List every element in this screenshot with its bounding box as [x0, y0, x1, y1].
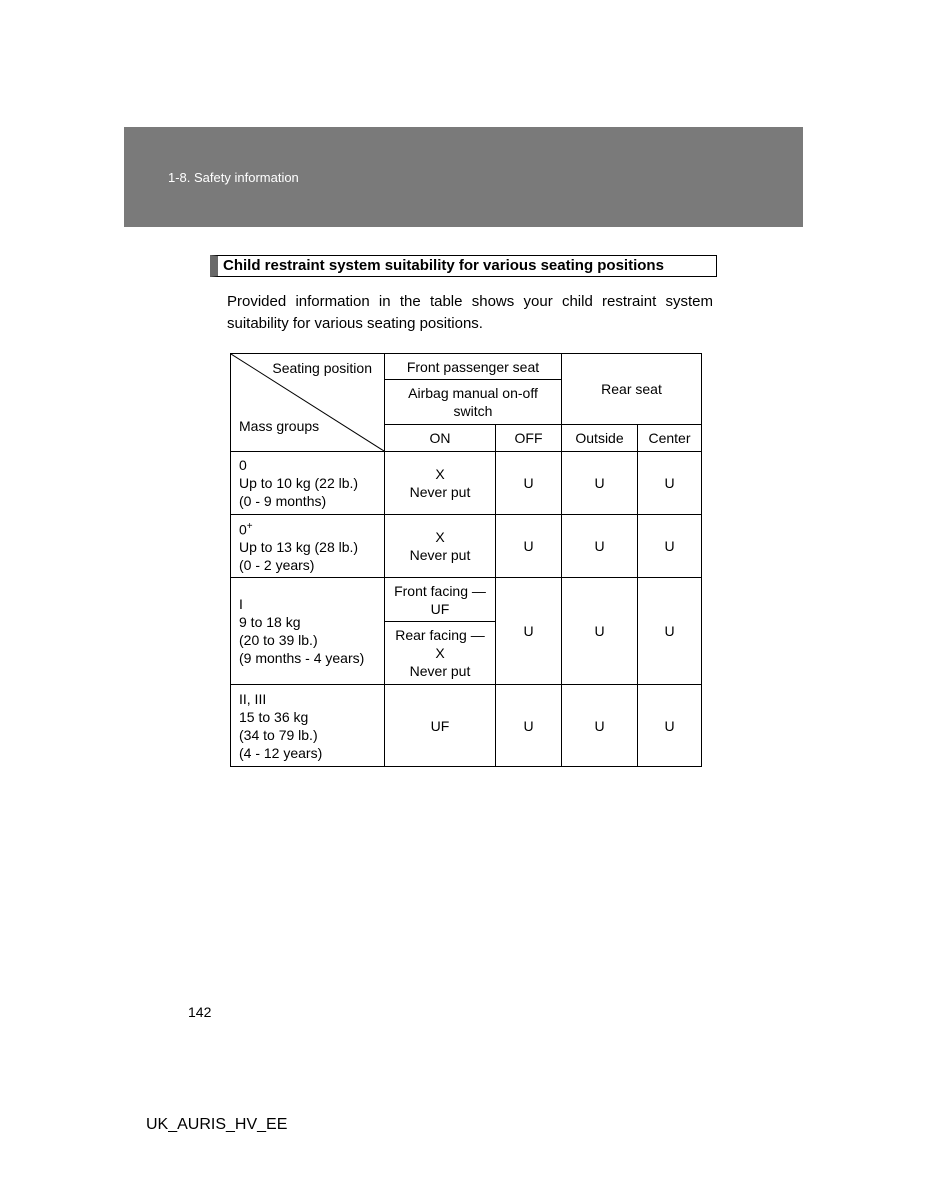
mass-group-cell: I 9 to 18 kg (20 to 39 lb.) (9 months - 4 years)	[231, 578, 385, 685]
center-header: Center	[638, 425, 702, 452]
front-facing-cell: Front facing — UF	[385, 578, 496, 622]
on-cell: UF	[385, 685, 496, 767]
chapter-header-band	[124, 127, 803, 227]
rear-facing-cell: Rear facing — X Never put	[385, 622, 496, 685]
center-cell: U	[638, 452, 702, 515]
table-row	[231, 578, 702, 622]
center-cell: U	[638, 578, 702, 685]
off-cell: U	[496, 578, 562, 685]
table-row	[231, 515, 702, 578]
outside-header: Outside	[562, 425, 638, 452]
off-cell: U	[496, 685, 562, 767]
front-passenger-seat-header: Front passenger seat	[385, 354, 562, 380]
outside-cell: U	[562, 452, 638, 515]
airbag-switch-header: Airbag manual on-off switch	[385, 380, 562, 425]
off-cell: U	[496, 515, 562, 578]
on-cell: X Never put	[385, 515, 496, 578]
suitability-table	[230, 353, 702, 767]
on-header: ON	[385, 425, 496, 452]
on-cell: X Never put	[385, 452, 496, 515]
center-cell: U	[638, 685, 702, 767]
rear-seat-header: Rear seat	[562, 354, 702, 425]
off-header: OFF	[496, 425, 562, 452]
document-code: UK_AURIS_HV_EE	[146, 1116, 288, 1133]
table-row	[231, 452, 702, 515]
intro-paragraph: Provided information in the table shows your child restraint system suitability for various seating positions.	[227, 293, 713, 332]
corner-header-cell	[231, 354, 385, 452]
center-cell: U	[638, 515, 702, 578]
seating-position-label: Seating position	[272, 360, 372, 376]
section-title: Child restraint system suitability for various seating positions	[210, 255, 717, 277]
outside-cell: U	[562, 515, 638, 578]
outside-cell: U	[562, 685, 638, 767]
page-number: 142	[188, 1004, 212, 1020]
outside-cell: U	[562, 578, 638, 685]
breadcrumb: 1-8. Safety information	[168, 170, 299, 185]
off-cell: U	[496, 452, 562, 515]
table-row	[231, 685, 702, 767]
mass-group-cell: 0 Up to 10 kg (22 lb.) (0 - 9 months)	[231, 452, 385, 515]
mass-group-cell: 0+ Up to 13 kg (28 lb.) (0 - 2 years)	[231, 515, 385, 578]
mass-group-cell: II, III 15 to 36 kg (34 to 79 lb.) (4 - 12 years)	[231, 685, 385, 767]
mass-groups-label: Mass groups	[239, 418, 320, 434]
